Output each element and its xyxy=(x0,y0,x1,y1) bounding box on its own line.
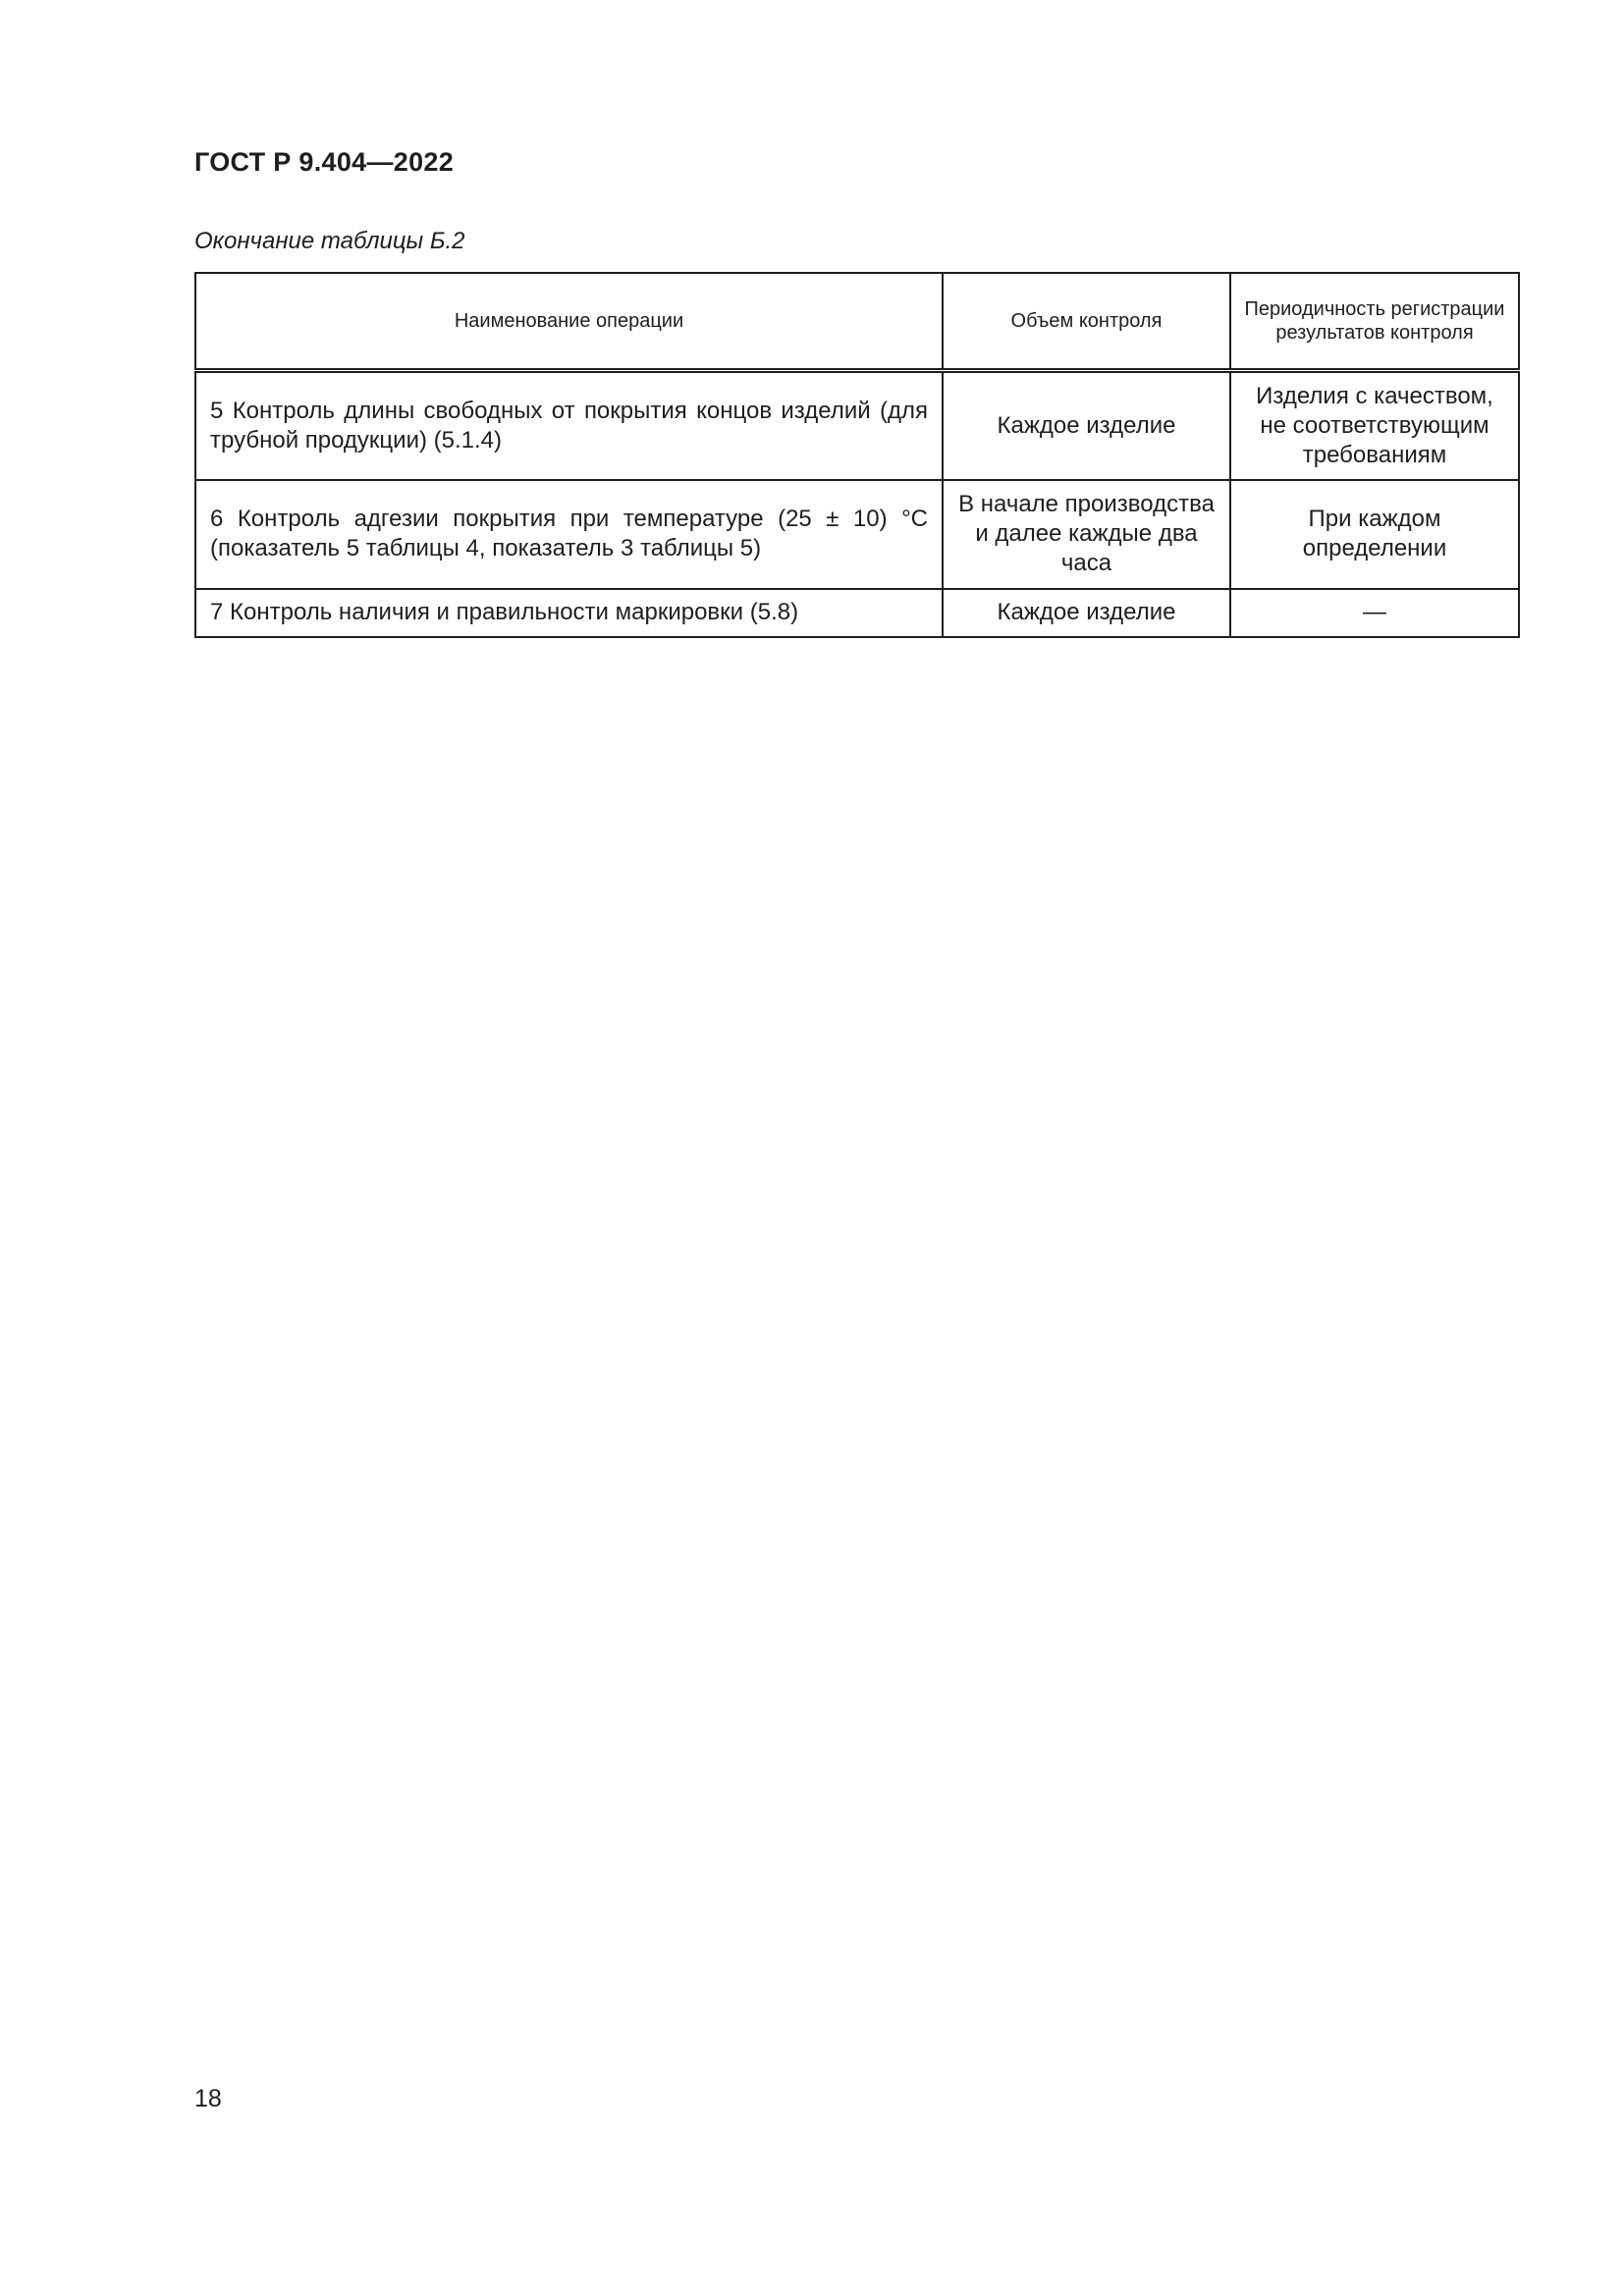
operation-cell: 6 Контроль адгезии покрытия при температуре (25 ± 10) °С (показатель 5 таблицы 4, показатель 3 таблицы 5) xyxy=(195,480,943,589)
scope-cell: Каждое изделие xyxy=(943,589,1230,637)
period-cell: При каждом определении xyxy=(1230,480,1519,589)
page-number: 18 xyxy=(194,2085,222,2112)
table-row xyxy=(195,589,1519,637)
table-caption: Окончание таблицы Б.2 xyxy=(194,228,465,254)
table-row xyxy=(195,371,1519,480)
table-header-row xyxy=(195,273,1519,371)
operation-cell: 5 Контроль длины свободных от покрытия концов изделий (для трубной продукции) (5.1.4) xyxy=(195,371,943,480)
operations-table xyxy=(194,272,1520,638)
period-cell: Изделия с качеством, не соответствующим требованиям xyxy=(1230,371,1519,480)
operation-cell: 7 Контроль наличия и правильности маркировки (5.8) xyxy=(195,589,943,637)
column-header-scope: Объем контроля xyxy=(943,273,1230,371)
column-header-period: Периодичность регистрации результатов контроля xyxy=(1230,273,1519,371)
column-header-operation: Наименование операции xyxy=(195,273,943,371)
period-cell: — xyxy=(1230,589,1519,637)
scope-cell: Каждое изделие xyxy=(943,371,1230,480)
table-row xyxy=(195,480,1519,589)
document-header: ГОСТ Р 9.404—2022 xyxy=(194,147,455,177)
scope-cell: В начале производства и далее каждые два часа xyxy=(943,480,1230,589)
